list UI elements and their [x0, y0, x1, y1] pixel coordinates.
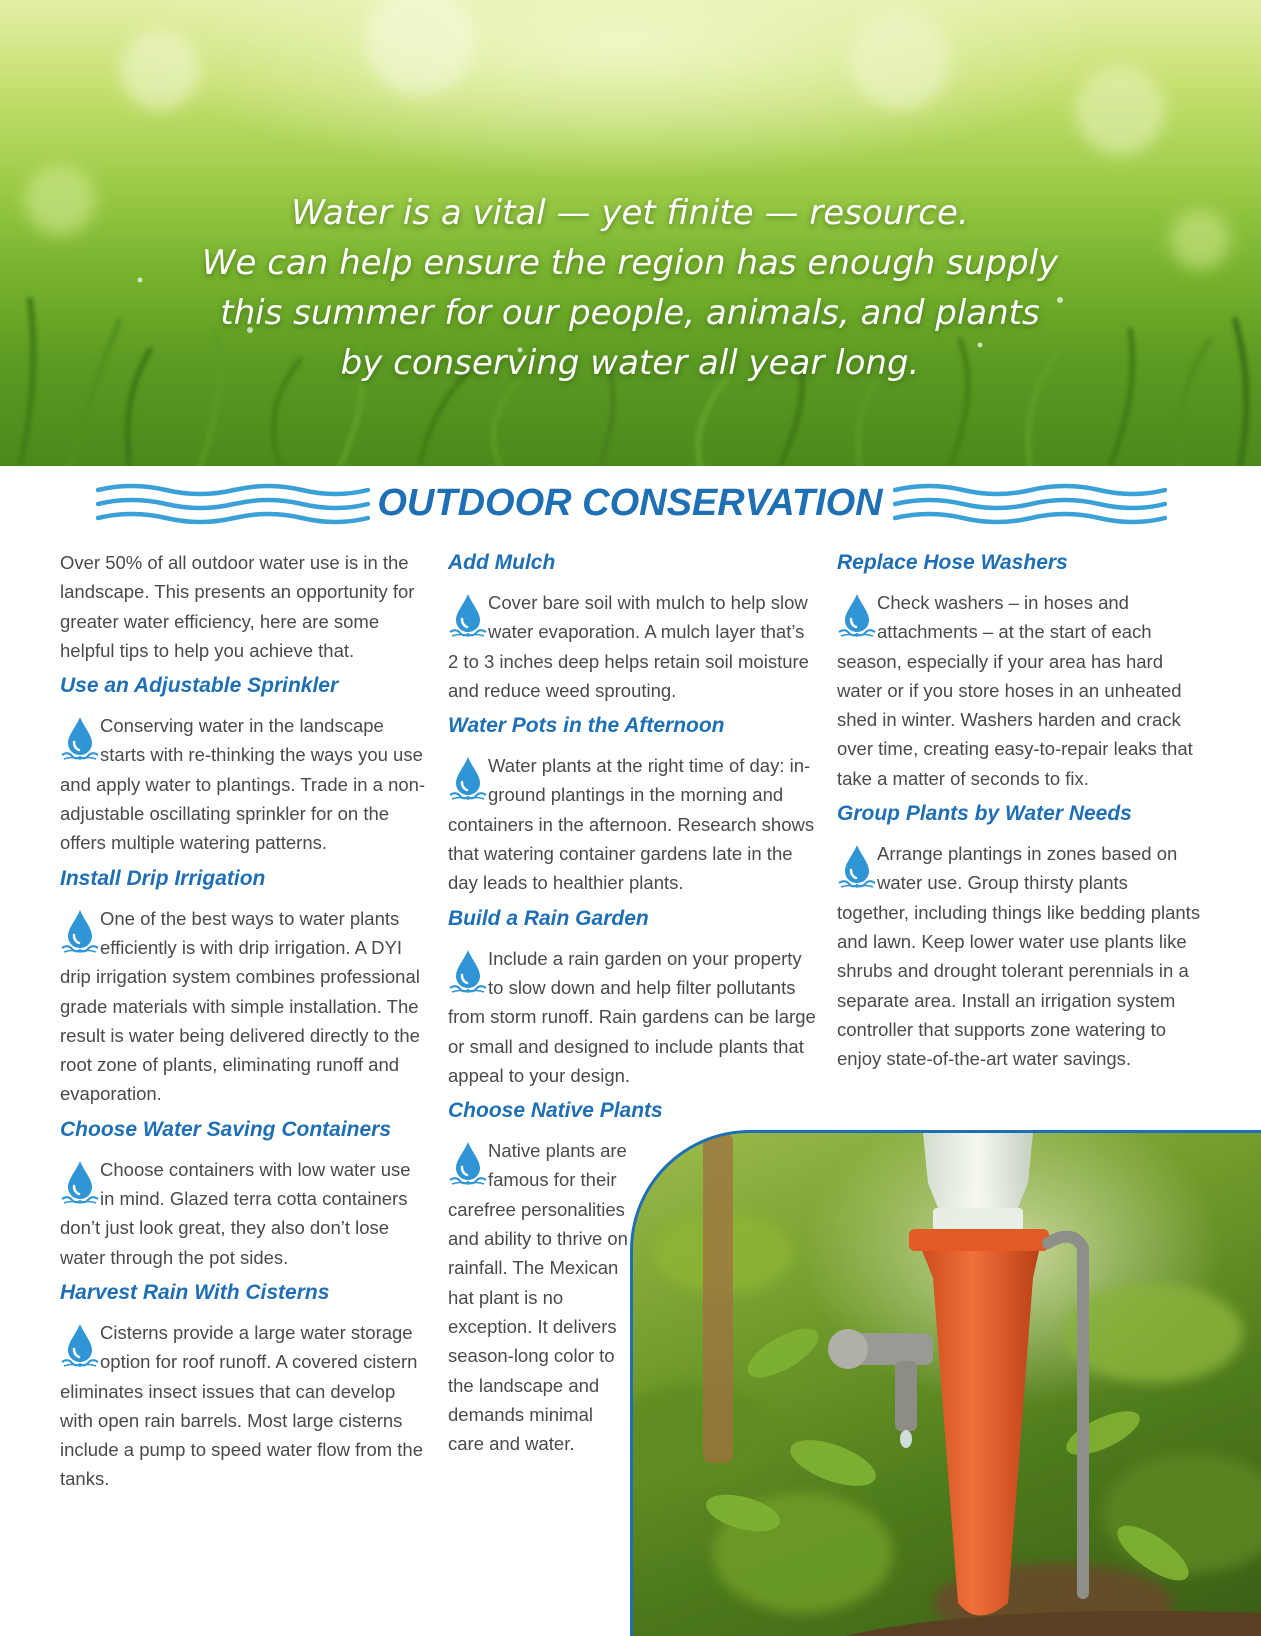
- tip-heading-harvest-rain: Harvest Rain With Cisterns: [60, 1280, 330, 1304]
- hero-quote-line: We can help ensure the region has enough supply: [201, 243, 1059, 283]
- tip-heading-native-plants: Choose Native Plants: [448, 1099, 663, 1123]
- tip-text: Conserving water in the landscape starts with re-thinking the ways you use and apply water to plantings. Trade in a non-adjustable oscillating sprinkler for on the offers multiple watering patterns.: [60, 715, 426, 854]
- section-title: OUTDOOR CONSERVATION: [377, 482, 883, 524]
- drip-spike-photo: [630, 1130, 1261, 1636]
- tip-heading-add-mulch: Add Mulch: [448, 551, 556, 574]
- tip-text: Check washers – in hoses and attachments – at the start of each season, especially if your area has hard water or if you store hoses in an unheated shed in winter. Washers harden and crack over time, creating easy-to-repair leaks that take a matter of seconds to fix.: [837, 592, 1193, 789]
- tip-adjustable-sprinkler: [60, 711, 428, 857]
- tip-text: Native plants are famous for their carefree personalities and ability to thrive on rainfall. The Mexican hat plant is no exception. It delivers season-long color to the landscape and demands minimal care and water.: [448, 1140, 628, 1455]
- tip-heading-water-saving-containers: Choose Water Saving Containers: [60, 1117, 392, 1141]
- tip-heading-water-pots: Water Pots in the Afternoon: [448, 714, 725, 738]
- column-left: [60, 548, 428, 1498]
- tip-rain-garden: [448, 944, 818, 1090]
- water-drop-icon: [448, 1140, 488, 1190]
- water-drop-icon: [60, 908, 100, 958]
- tip-text: One of the best ways to water plants efficiently is with drip irrigation. A DYI drip irrigation system combines professional grade materials with simple installation. The result is water being delivered directly to the root zone of plants, eliminating runoff and evaporation.: [60, 907, 420, 1105]
- water-drop-icon: [448, 948, 488, 998]
- tip-text: Cover bare soil with mulch to help slow water evaporation. A mulch layer that’s 2 to 3 inches deep helps retain soil moisture and reduce weed sprouting.: [448, 592, 809, 701]
- water-drop-icon: [60, 1159, 100, 1209]
- hero-quote-line: by conserving water all year long.: [340, 343, 920, 383]
- tip-drip-irrigation: [60, 904, 428, 1109]
- hero-quote-line: Water is a vital — yet finite — resource.: [291, 193, 969, 233]
- tip-text: Include a rain garden on your property to slow down and help filter pollutants from storm runoff. Rain gardens can be large or small and designed to include plants that appeal to your design.: [448, 947, 816, 1086]
- water-drop-icon: [60, 1322, 100, 1372]
- column-right: [837, 548, 1205, 1077]
- tip-water-pots: [448, 751, 818, 897]
- hero-banner: [0, 0, 1261, 466]
- tip-native-plants: [448, 1136, 633, 1458]
- water-drop-icon: [448, 755, 488, 805]
- tip-hose-washers: [837, 588, 1205, 793]
- drip-spike-illustration: [633, 1133, 1261, 1636]
- water-drop-icon: [837, 843, 877, 893]
- tip-add-mulch: [448, 588, 818, 705]
- tip-text: Water plants at the right time of day: in-ground plantings in the morning and containers in the afternoon. Research shows that watering container gardens late in the day leads to healthier plants.: [448, 755, 815, 894]
- tip-heading-adjustable-sprinkler: Use an Adjustable Sprinkler: [60, 674, 339, 698]
- hero-quote: [130, 188, 1130, 388]
- tip-heading-rain-garden: Build a Rain Garden: [448, 906, 649, 930]
- tip-heading-drip-irrigation: Install Drip Irrigation: [60, 866, 266, 890]
- tip-text: Cisterns provide a large water storage option for roof runoff. A covered cistern eliminates insect issues that can develop with open rain barrels. Most large cisterns include a pump to speed water flow from the tanks.: [60, 1321, 423, 1490]
- waves-left-icon: [96, 482, 370, 526]
- tip-text: Choose containers with low water use in mind. Glazed terra cotta containers don’t just look great, they also don’t lose water through the pot sides.: [60, 1158, 411, 1268]
- tip-text: Arrange plantings in zones based on water use. Group thirsty plants together, including things like bedding plants and lawn. Keep lower water use plants like shrubs and drought tolerant perennials in a separate area. Install an irrigation system controller that supports zone watering to enjoy state-of-the-art water savings.: [837, 843, 1201, 1070]
- water-drop-icon: [60, 715, 100, 765]
- tip-harvest-rain: [60, 1318, 428, 1494]
- water-drop-icon: [837, 592, 877, 642]
- tip-group-plants: [837, 839, 1205, 1073]
- tip-heading-group-plants: Group Plants by Water Needs: [837, 802, 1132, 826]
- intro-paragraph: Over 50% of all outdoor water use is in the landscape. This presents an opportunity for greater water efficiency, here are some helpful tips to help you achieve that.: [60, 552, 415, 661]
- waves-right-icon: [893, 482, 1167, 526]
- tip-heading-hose-washers: Replace Hose Washers: [837, 551, 1068, 574]
- water-drop-icon: [448, 592, 488, 642]
- hero-quote-line: this summer for our people, animals, and plants: [220, 293, 1040, 333]
- tip-water-saving-containers: [60, 1155, 428, 1272]
